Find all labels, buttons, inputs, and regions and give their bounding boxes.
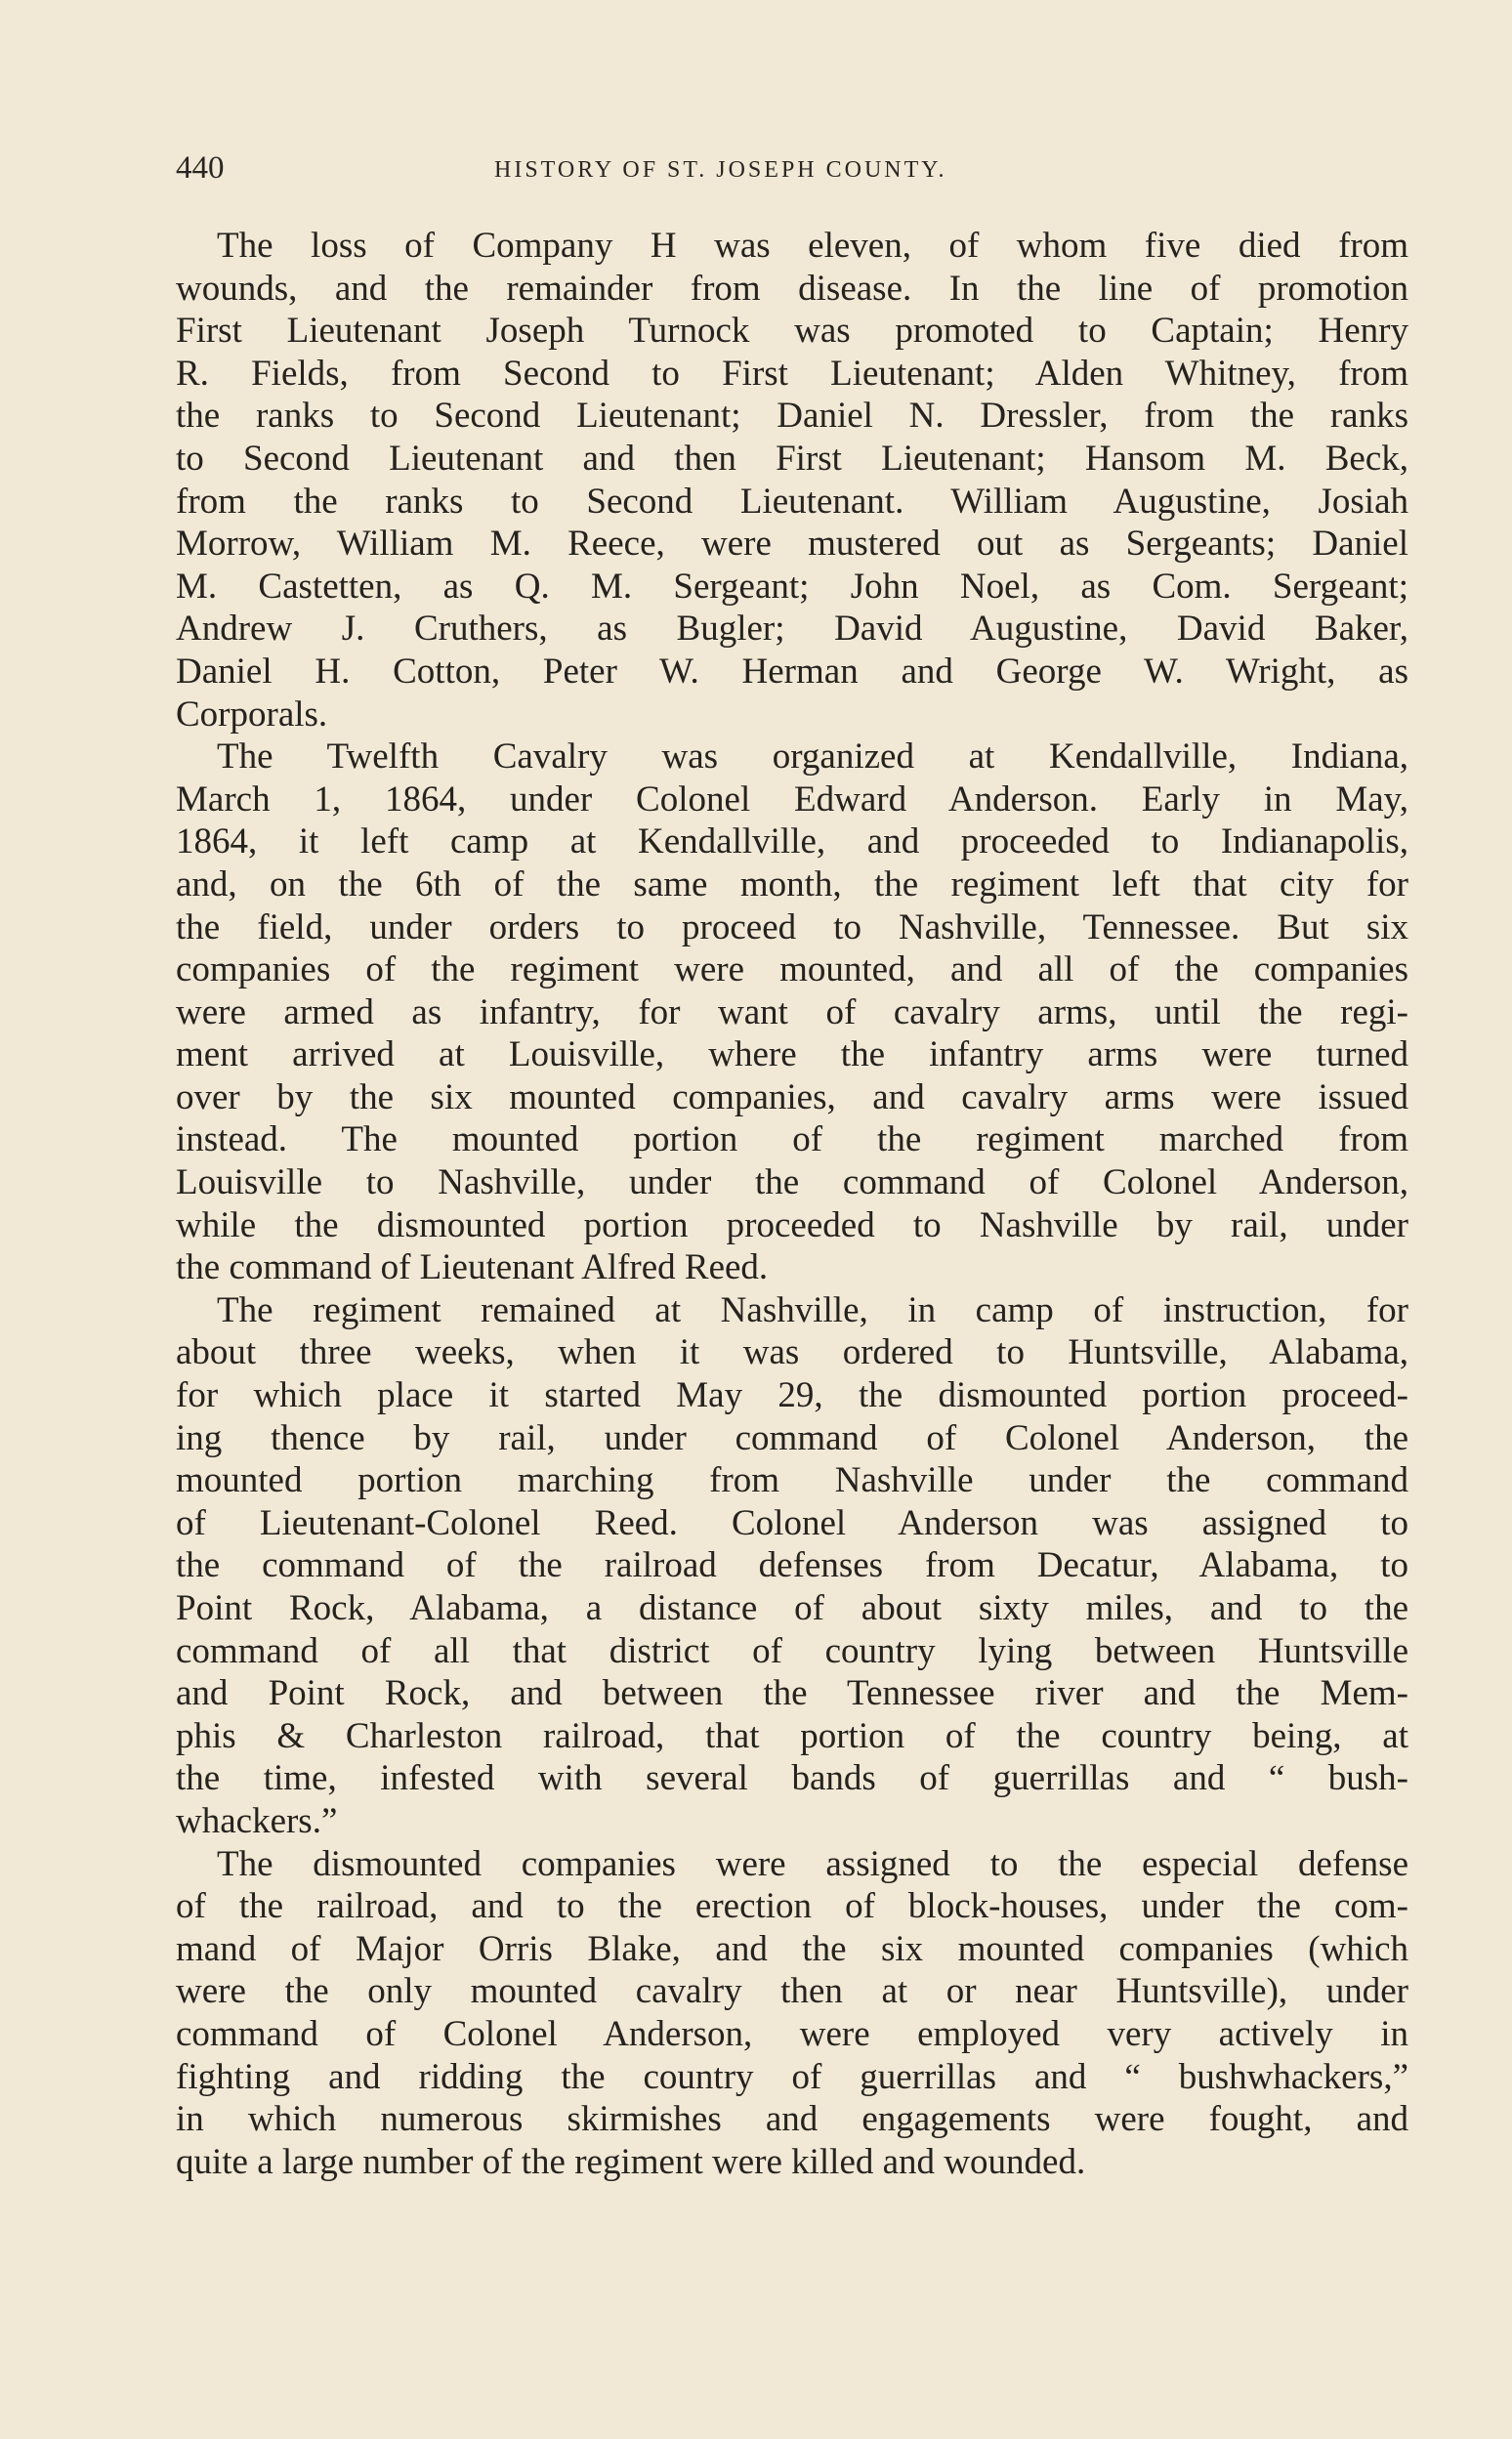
text-line: instead. The mounted portion of the regiment marched from [176,1119,1408,1160]
text-line: Corporals. [176,694,328,735]
text-line: the command of Lieutenant Alfred Reed. [176,1247,769,1288]
text-line: M. Castetten, as Q. M. Sergeant; John Noel, as Com. Sergeant; [176,566,1408,607]
text-line: the ranks to Second Lieutenant; Daniel N. Dressler, from the ranks [176,396,1408,437]
text-line: about three weeks, when it was ordered to Huntsville, Alabama, [176,1332,1408,1373]
text-line: the command of the railroad defenses from Decatur, Alabama, to [176,1545,1408,1586]
text-line: 1864, it left camp at Kendallville, and proceeded to Indianapolis, [176,821,1408,862]
text-line: from the ranks to Second Lieutenant. William Augustine, Josiah [176,481,1408,522]
text-line: quite a large number of the regiment were killed and wounded. [176,2141,1086,2182]
text-line: The dismounted companies were assigned to the especial defense [217,1843,1408,1884]
text-line: the field, under orders to proceed to Nashville, Tennessee. But six [176,906,1408,947]
text-line: Daniel H. Cotton, Peter W. Herman and George W. Wright, as [176,651,1408,692]
text-line: command of Colonel Anderson, were employed very actively in [176,2013,1408,2054]
text-line: were the only mounted cavalry then at or near Huntsville), under [176,1971,1408,2012]
text-line: wounds, and the remainder from disease. In the line of promotion [176,268,1408,309]
text-line: fighting and ridding the country of guerrillas and “ bushwhackers,” [176,2056,1408,2097]
text-line: phis & Charleston railroad, that portion of the country being, at [176,1715,1408,1756]
text-line: mounted portion marching from Nashville under the command [176,1460,1408,1501]
text-line: Andrew J. Cruthers, as Bugler; David Augustine, David Baker, [176,609,1408,650]
text-line: of Lieutenant-Colonel Reed. Colonel Anderson was assigned to [176,1502,1408,1543]
page-number: 440 [176,150,225,186]
text-line: of the railroad, and to the erection of block-houses, under the com- [176,1886,1408,1927]
text-line: in which numerous skirmishes and engagements were fought, and [176,2099,1408,2140]
running-title: HISTORY OF ST. JOSEPH COUNTY. [494,157,947,183]
body-text [176,225,1408,2183]
text-line: whackers.” [176,1800,338,1841]
text-line: companies of the regiment were mounted, and all of the companies [176,949,1408,990]
paragraph-twelfth-cavalry [176,736,1408,1289]
text-line: and, on the 6th of the same month, the regiment left that city for [176,863,1408,904]
text-line: over by the six mounted companies, and cavalry arms were issued [176,1076,1408,1117]
text-line: ing thence by rail, under command of Colonel Anderson, the [176,1417,1408,1458]
text-line: The regiment remained at Nashville, in camp of instruction, for [217,1289,1408,1330]
paragraph-dismounted-companies [176,1843,1408,2184]
text-line: The loss of Company H was eleven, of whom five died from [217,226,1408,266]
text-line: to Second Lieutenant and then First Lieutenant; Hansom M. Beck, [176,438,1408,479]
text-line: March 1, 1864, under Colonel Edward Anderson. Early in May, [176,778,1408,820]
text-line: the time, infested with several bands of guerrillas and “ bush- [176,1758,1408,1799]
text-line: Point Rock, Alabama, a distance of about sixty miles, and to the [176,1588,1408,1628]
text-line: mand of Major Orris Blake, and the six mounted companies (which [176,1928,1408,1969]
text-line: R. Fields, from Second to First Lieutenant; Alden Whitney, from [176,353,1408,394]
text-line: were armed as infantry, for want of cavalry arms, until the regi- [176,991,1408,1032]
text-line: and Point Rock, and between the Tennessee river and the Mem- [176,1673,1408,1714]
text-line: Morrow, William M. Reece, were mustered out as Sergeants; Daniel [176,524,1408,565]
text-line: command of all that district of country lying between Huntsville [176,1630,1408,1671]
paragraph-nashville-huntsville [176,1289,1408,1843]
text-line: while the dismounted portion proceeded to Nashville by rail, under [176,1204,1408,1245]
text-line: First Lieutenant Joseph Turnock was promoted to Captain; Henry [176,311,1408,352]
paragraph-company-h-losses [176,225,1408,736]
text-line: ment arrived at Louisville, where the infantry arms were turned [176,1034,1408,1075]
text-line: Louisville to Nashville, under the command of Colonel Anderson, [176,1162,1408,1203]
text-line: The Twelfth Cavalry was organized at Kendallville, Indiana, [217,736,1408,778]
running-head [176,147,1410,191]
text-line: for which place it started May 29, the dismounted portion proceed- [176,1375,1408,1416]
